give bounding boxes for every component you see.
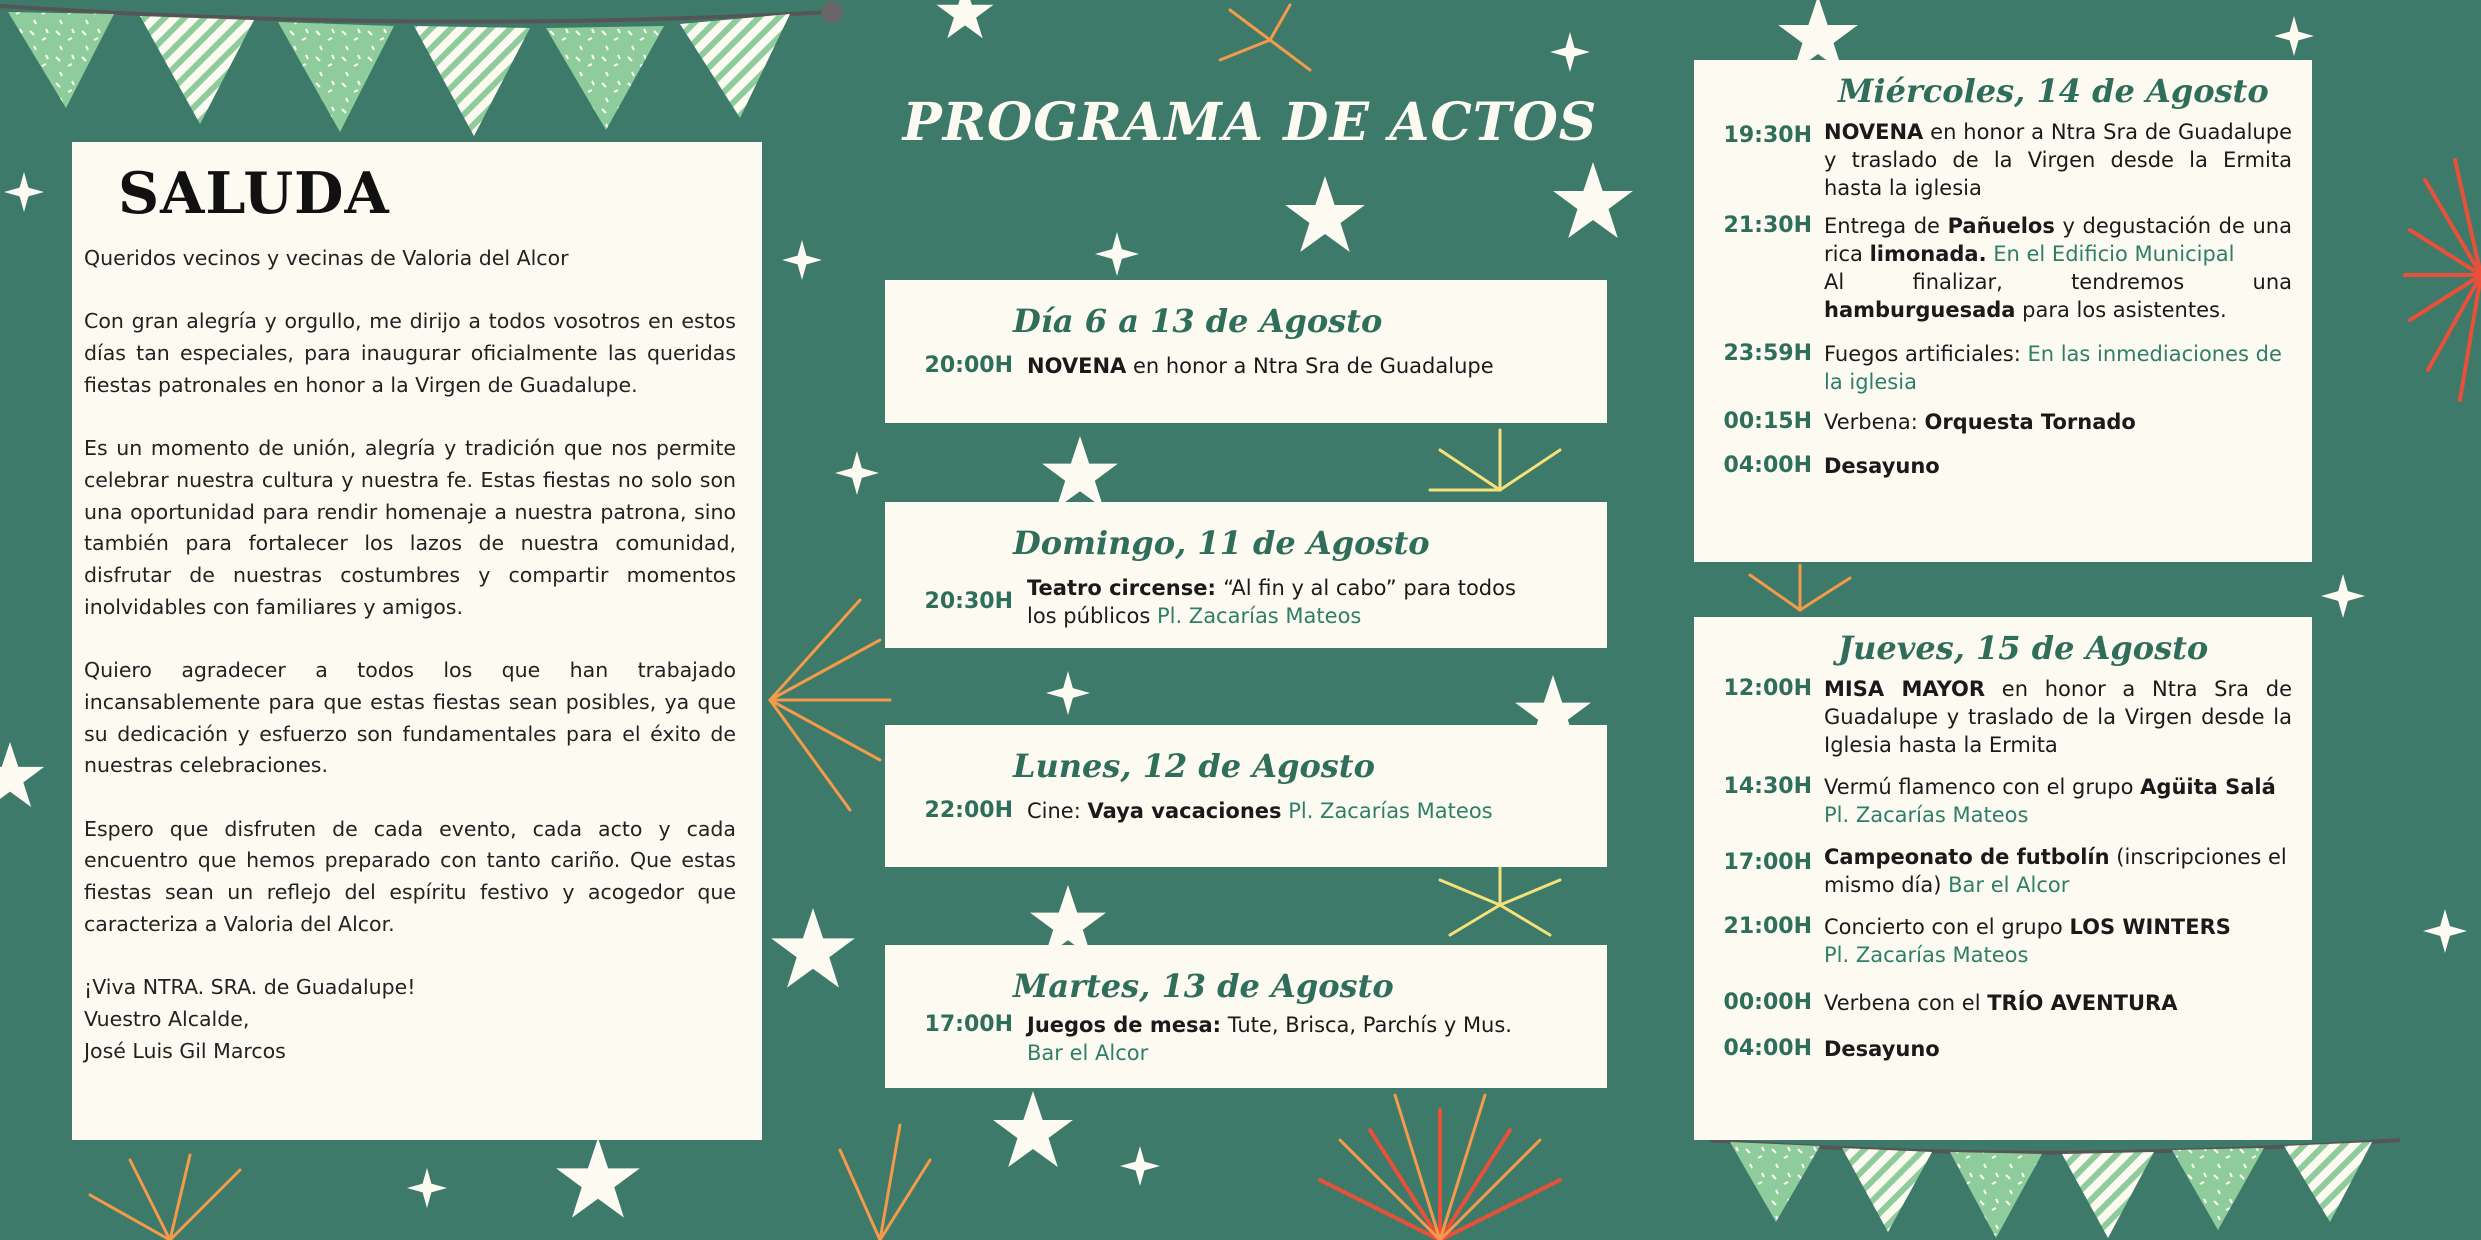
event-location: En las inmediaciones de la iglesia (1824, 342, 2282, 394)
saluda-paragraph-2: Es un momento de unión, alegría y tradición que nos permite celebrar nuestra cultura y nuestra fe. Estas fiestas no solo son una oportunidad para rendir homenaje a nuestra patrona, sino también para fortalecer los lazos de nuestra comunidad, disfrutar de nuestras costumbres y compartir momentos inolvidables con familiares y amigos. (84, 436, 736, 619)
event-time: 00:15H (1723, 409, 1812, 434)
event-row (1694, 340, 2292, 396)
firework-center-bottom (1320, 1110, 1560, 1240)
event-row (885, 352, 1607, 380)
firework-yellow-1 (1440, 860, 1560, 935)
event-row (885, 797, 1607, 825)
event-time: 12:00H (1723, 676, 1812, 701)
event-time: 23:59H (1723, 341, 1812, 366)
event-time: 19:30H (1723, 123, 1812, 148)
firework-bottom-center-small (840, 1125, 930, 1240)
event-row (885, 1011, 1607, 1067)
saluda-title: SALUDA (118, 160, 390, 227)
event-time: 17:00H (1723, 850, 1812, 875)
event-description: Fuegos artificiales: En las inmediaciones de la iglesia (1824, 342, 2282, 394)
bunting-bottom-right (1710, 1140, 2400, 1238)
event-row (1694, 408, 2292, 436)
event-row (1694, 118, 2292, 202)
panel-martes (885, 945, 1607, 1088)
event-row (1694, 675, 2292, 759)
saluda-greeting: Queridos vecinos y vecinas de Valoria del Alcor (84, 246, 569, 270)
panel-lunes (885, 725, 1607, 867)
event-row (1694, 452, 2292, 480)
saluda-panel (72, 142, 762, 1140)
event-description: Vermú flamenco con el grupo Agüita Salá Pl. Zacarías Mateos (1824, 775, 2276, 827)
event-description: Teatro circense: “Al fin y al cabo” para todos los públicos Pl. Zacarías Mateos (1027, 576, 1516, 628)
event-description: Entrega de Pañuelos y degustación de una rica limonada. En el Edificio Municipal Al finalizar, tendremos una hamburguesada para los asistentes. (1824, 214, 2292, 322)
programa-title: PROGRAMA DE ACTOS (902, 92, 1598, 153)
event-time: 14:30H (1723, 774, 1812, 799)
event-location: Pl. Zacarías Mateos (1824, 943, 2029, 967)
firework-right-mid (1750, 565, 1850, 610)
day-title-domingo: Domingo, 11 de Agosto (1013, 524, 1430, 562)
event-row (1694, 989, 2292, 1017)
bunting-top-left (0, 1, 843, 136)
firework-yellow-2 (1430, 430, 1560, 490)
day-title-lunes: Lunes, 12 de Agosto (1013, 747, 1375, 785)
event-description: MISA MAYOR en honor a Ntra Sra de Guadalupe y traslado de la Virgen desde la Iglesia hasta la Ermita (1824, 677, 2292, 757)
event-description: Verbena con el TRÍO AVENTURA (1824, 991, 2178, 1015)
saluda-paragraph-3: Quiero agradecer a todos los que han trabajado incansablemente para que estas fiestas sean posibles, ya que su dedicación y esfuerzo son fundamentales para el éxito de nuestras celebraciones. (84, 658, 736, 778)
event-time: 22:00H (924, 798, 1013, 823)
saluda-signature: José Luis Gil Marcos (84, 1038, 286, 1063)
event-location: Pl. Zacarías Mateos (1824, 803, 2029, 827)
day-title-miercoles: Miércoles, 14 de Agosto (1838, 72, 2269, 110)
event-description: NOVENA en honor a Ntra Sra de Guadalupe y traslado de la Virgen desde la Ermita hasta la iglesia (1824, 120, 2292, 200)
event-time: 17:00H (924, 1012, 1013, 1037)
event-location: Bar el Alcor (1027, 1041, 1149, 1065)
event-description: Desayuno (1824, 454, 1940, 478)
event-time: 21:00H (1723, 914, 1812, 939)
event-location: Pl. Zacarías Mateos (1156, 604, 1362, 628)
event-location: Bar el Alcor (1948, 873, 2070, 897)
panel-domingo (885, 502, 1607, 648)
firework-bottom-left (90, 1155, 240, 1240)
event-description: Cine: Vaya vacaciones Pl. Zacarías Mateos (1027, 799, 1493, 823)
event-description: Campeonato de futbolín (inscripciones el mismo día) Bar el Alcor (1824, 845, 2287, 897)
panel-miercoles (1694, 60, 2312, 562)
saluda-paragraph-4: Espero que disfruten de cada evento, cada acto y cada encuentro que hemos preparado con tanto cariño. Que estas fiestas sean un reflejo del espíritu festivo y acogedor que caracteriza a Valoria del Alcor. (84, 816, 736, 936)
event-row (1694, 913, 2292, 969)
event-row (885, 574, 1607, 630)
event-time: 20:30H (924, 589, 1013, 614)
event-description: Desayuno (1824, 1037, 1940, 1061)
saluda-paragraph-1: Con gran alegría y orgullo, me dirijo a todos vosotros en estos días tan especiales, para inaugurar oficialmente las queridas fiestas patronales en honor a la Virgen de Guadalupe. (84, 309, 736, 397)
saluda-closing-alcalde: Vuestro Alcalde, (84, 1006, 250, 1031)
event-time: 04:00H (1723, 1036, 1812, 1061)
event-row (1694, 212, 2292, 324)
event-row (1694, 1035, 2292, 1063)
saluda-closing-viva: ¡Viva NTRA. SRA. de Guadalupe! (84, 975, 416, 1000)
day-title-dia-6-13: Día 6 a 13 de Agosto (1013, 302, 1383, 340)
event-description: Concierto con el grupo LOS WINTERS Pl. Zacarías Mateos (1824, 915, 2231, 967)
firework-right-red (2405, 160, 2481, 400)
event-description: Juegos de mesa: Tute, Brisca, Parchís y Mus. Bar el Alcor (1027, 1013, 1512, 1065)
event-time: 04:00H (1723, 453, 1812, 478)
event-description: NOVENA en honor a Ntra Sra de Guadalupe (1027, 354, 1494, 378)
event-description: Verbena: Orquesta Tornado (1824, 410, 2136, 434)
panel-dia-6-13 (885, 280, 1607, 423)
day-title-martes: Martes, 13 de Agosto (1013, 967, 1394, 1005)
firework-center-bottom-orange (1340, 1095, 1540, 1240)
event-row (1694, 773, 2292, 829)
panel-jueves (1694, 617, 2312, 1140)
event-location: En el Edificio Municipal (1986, 242, 2235, 266)
event-row (1694, 843, 2292, 899)
event-time: 20:00H (924, 353, 1013, 378)
firework-mid-left (770, 600, 890, 810)
event-location: Pl. Zacarías Mateos (1281, 799, 1493, 823)
day-title-jueves: Jueves, 15 de Agosto (1838, 629, 2209, 667)
event-time: 00:00H (1723, 990, 1812, 1015)
firework-top-center (1220, 5, 1310, 70)
event-time: 21:30H (1723, 213, 1812, 238)
